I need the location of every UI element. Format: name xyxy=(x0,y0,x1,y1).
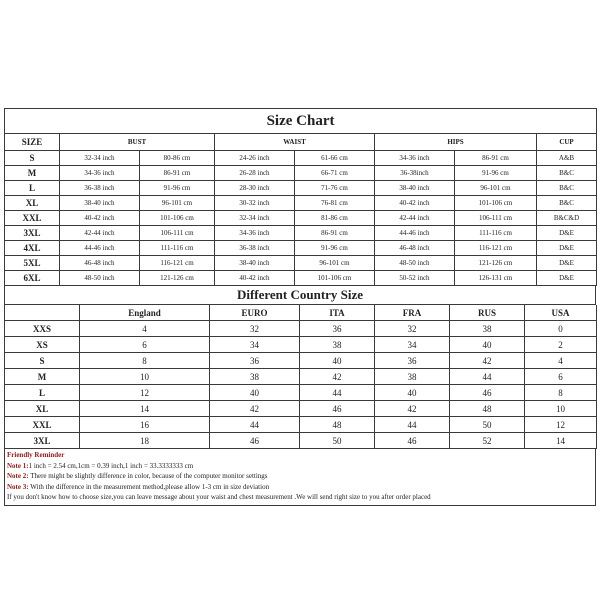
size-header: SIZE xyxy=(5,134,60,151)
cup-cell: B&C xyxy=(537,181,597,196)
size-row xyxy=(5,226,597,241)
country-value-cell: 46 xyxy=(300,401,375,417)
country-value-cell: 8 xyxy=(80,353,210,369)
country-value-cell: 38 xyxy=(300,337,375,353)
country-value-cell: 12 xyxy=(80,385,210,401)
country-value-cell: 36 xyxy=(210,353,300,369)
bust-cm-cell: 111-116 cm xyxy=(140,241,215,256)
country-value-cell: 52 xyxy=(450,433,525,449)
country-size-table xyxy=(4,305,597,449)
country-value-cell: 42 xyxy=(375,401,450,417)
waist-in-cell: 32-34 inch xyxy=(215,211,295,226)
country-size-cell: XL xyxy=(5,401,80,417)
country-row xyxy=(5,337,597,353)
size-cell: XXL xyxy=(5,211,60,226)
country-value-cell: 34 xyxy=(210,337,300,353)
country-header-fra: FRA xyxy=(375,305,450,321)
size-chart-sheet xyxy=(4,108,596,506)
size-row xyxy=(5,256,597,271)
cup-cell: D&E xyxy=(537,241,597,256)
country-value-cell: 50 xyxy=(300,433,375,449)
country-row xyxy=(5,385,597,401)
country-size-cell: M xyxy=(5,369,80,385)
country-row xyxy=(5,369,597,385)
country-size-cell: XS xyxy=(5,337,80,353)
cup-cell: D&E xyxy=(537,256,597,271)
note-2-text: There might be slightly difference in color, because of the computer monitor settings xyxy=(30,472,268,480)
waist-cm-cell: 86-91 cm xyxy=(295,226,375,241)
hips-in-cell: 50-52 inch xyxy=(375,271,455,286)
hips-in-cell: 38-40 inch xyxy=(375,181,455,196)
country-value-cell: 44 xyxy=(375,417,450,433)
country-value-cell: 6 xyxy=(525,369,597,385)
country-value-cell: 32 xyxy=(210,321,300,337)
bust-in-cell: 32-34 inch xyxy=(60,151,140,166)
cup-cell: B&C&D xyxy=(537,211,597,226)
country-value-cell: 40 xyxy=(210,385,300,401)
country-value-cell: 4 xyxy=(80,321,210,337)
hips-in-cell: 40-42 inch xyxy=(375,196,455,211)
size-cell: L xyxy=(5,181,60,196)
bust-cm-cell: 121-126 cm xyxy=(140,271,215,286)
size-cell: M xyxy=(5,166,60,181)
country-value-cell: 46 xyxy=(375,433,450,449)
country-header-euro: EURO xyxy=(210,305,300,321)
hips-cm-cell: 106-111 cm xyxy=(455,211,537,226)
bust-cm-cell: 86-91 cm xyxy=(140,166,215,181)
country-size-body xyxy=(5,321,597,449)
hips-in-cell: 36-38inch xyxy=(375,166,455,181)
note-1-text: 1 inch = 2.54 cm,1cm = 0.39 inch,1 inch = 33.3333333 cm xyxy=(28,461,194,470)
hips-cm-cell: 86-91 cm xyxy=(455,151,537,166)
country-value-cell: 40 xyxy=(375,385,450,401)
waist-cm-cell: 91-96 cm xyxy=(295,241,375,256)
hips-in-cell: 48-50 inch xyxy=(375,256,455,271)
size-chart-table xyxy=(4,108,597,286)
bust-in-cell: 44-46 inch xyxy=(60,241,140,256)
hips-cm-cell: 121-126 cm xyxy=(455,256,537,271)
country-row xyxy=(5,417,597,433)
country-header-blank xyxy=(5,305,80,321)
bust-in-cell: 42-44 inch xyxy=(60,226,140,241)
waist-in-cell: 40-42 inch xyxy=(215,271,295,286)
hips-cm-cell: 96-101 cm xyxy=(455,181,537,196)
country-size-cell: XXL xyxy=(5,417,80,433)
country-value-cell: 34 xyxy=(375,337,450,353)
note-3 xyxy=(7,482,593,493)
notes-section xyxy=(4,449,596,506)
waist-cm-cell: 66-71 cm xyxy=(295,166,375,181)
bust-cm-cell: 101-106 cm xyxy=(140,211,215,226)
size-row xyxy=(5,196,597,211)
country-value-cell: 32 xyxy=(375,321,450,337)
footer-note: If you don't know how to choose size,you can leave message about your waist and chest measurement .We will send right size to you after order placed xyxy=(7,493,431,501)
hips-in-cell: 42-44 inch xyxy=(375,211,455,226)
size-row xyxy=(5,151,597,166)
country-value-cell: 10 xyxy=(80,369,210,385)
country-size-cell: XXS xyxy=(5,321,80,337)
hips-in-cell: 34-36 inch xyxy=(375,151,455,166)
country-size-cell: L xyxy=(5,385,80,401)
bust-in-cell: 46-48 inch xyxy=(60,256,140,271)
country-value-cell: 6 xyxy=(80,337,210,353)
country-row xyxy=(5,353,597,369)
note-3-text: With the difference in the measurement method,please allow 1-3 cm in size deviation xyxy=(30,482,270,491)
hips-cm-cell: 101-106 cm xyxy=(455,196,537,211)
country-value-cell: 4 xyxy=(525,353,597,369)
bust-in-cell: 40-42 inch xyxy=(60,211,140,226)
country-value-cell: 46 xyxy=(210,433,300,449)
waist-in-cell: 26-28 inch xyxy=(215,166,295,181)
hips-cm-cell: 116-121 cm xyxy=(455,241,537,256)
country-value-cell: 44 xyxy=(450,369,525,385)
hips-header: HIPS xyxy=(375,134,537,151)
country-value-cell: 14 xyxy=(525,433,597,449)
note-3-label: Note 3: xyxy=(7,482,29,491)
hips-cm-cell: 111-116 cm xyxy=(455,226,537,241)
country-value-cell: 8 xyxy=(525,385,597,401)
size-row xyxy=(5,241,597,256)
bust-cm-cell: 106-111 cm xyxy=(140,226,215,241)
country-value-cell: 38 xyxy=(450,321,525,337)
country-value-cell: 18 xyxy=(80,433,210,449)
bust-in-cell: 38-40 inch xyxy=(60,196,140,211)
country-value-cell: 44 xyxy=(210,417,300,433)
waist-in-cell: 36-38 inch xyxy=(215,241,295,256)
size-cell: XL xyxy=(5,196,60,211)
country-value-cell: 2 xyxy=(525,337,597,353)
country-value-cell: 42 xyxy=(300,369,375,385)
friendly-reminder: Friendly Reminder xyxy=(7,451,65,459)
country-value-cell: 14 xyxy=(80,401,210,417)
note-2 xyxy=(7,471,593,482)
waist-in-cell: 34-36 inch xyxy=(215,226,295,241)
note-2-label: Note 2: xyxy=(7,472,29,480)
bust-in-cell: 48-50 inch xyxy=(60,271,140,286)
size-row xyxy=(5,166,597,181)
bust-cm-cell: 80-86 cm xyxy=(140,151,215,166)
country-header-ita: ITA xyxy=(300,305,375,321)
bust-in-cell: 36-38 inch xyxy=(60,181,140,196)
size-cell: 5XL xyxy=(5,256,60,271)
waist-in-cell: 28-30 inch xyxy=(215,181,295,196)
waist-in-cell: 38-40 inch xyxy=(215,256,295,271)
country-header-usa: USA xyxy=(525,305,597,321)
country-value-cell: 44 xyxy=(300,385,375,401)
bust-cm-cell: 116-121 cm xyxy=(140,256,215,271)
country-header-rus: RUS xyxy=(450,305,525,321)
bust-header: BUST xyxy=(60,134,215,151)
country-size-cell: 3XL xyxy=(5,433,80,449)
country-value-cell: 48 xyxy=(300,417,375,433)
waist-cm-cell: 81-86 cm xyxy=(295,211,375,226)
country-value-cell: 16 xyxy=(80,417,210,433)
hips-in-cell: 46-48 inch xyxy=(375,241,455,256)
cup-cell: A&B xyxy=(537,151,597,166)
size-row xyxy=(5,271,597,286)
country-value-cell: 48 xyxy=(450,401,525,417)
cup-cell: D&E xyxy=(537,226,597,241)
hips-cm-cell: 126-131 cm xyxy=(455,271,537,286)
waist-cm-cell: 61-66 cm xyxy=(295,151,375,166)
country-value-cell: 50 xyxy=(450,417,525,433)
country-value-cell: 38 xyxy=(210,369,300,385)
hips-in-cell: 44-46 inch xyxy=(375,226,455,241)
country-value-cell: 12 xyxy=(525,417,597,433)
size-chart-body xyxy=(5,151,597,286)
country-value-cell: 40 xyxy=(450,337,525,353)
cup-cell: B&C xyxy=(537,166,597,181)
country-row xyxy=(5,401,597,417)
bust-cm-cell: 91-96 cm xyxy=(140,181,215,196)
country-size-cell: S xyxy=(5,353,80,369)
waist-cm-cell: 76-81 cm xyxy=(295,196,375,211)
waist-cm-cell: 96-101 cm xyxy=(295,256,375,271)
waist-in-cell: 24-26 inch xyxy=(215,151,295,166)
note-1-label: Note 1: xyxy=(7,461,29,470)
country-value-cell: 0 xyxy=(525,321,597,337)
size-cell: 3XL xyxy=(5,226,60,241)
country-row xyxy=(5,321,597,337)
country-value-cell: 42 xyxy=(450,353,525,369)
size-cell: S xyxy=(5,151,60,166)
country-size-title: Different Country Size xyxy=(4,286,596,305)
country-value-cell: 36 xyxy=(375,353,450,369)
cup-header: CUP xyxy=(537,134,597,151)
waist-cm-cell: 101-106 cm xyxy=(295,271,375,286)
waist-in-cell: 30-32 inch xyxy=(215,196,295,211)
size-row xyxy=(5,181,597,196)
country-value-cell: 42 xyxy=(210,401,300,417)
size-cell: 4XL xyxy=(5,241,60,256)
size-row xyxy=(5,211,597,226)
country-value-cell: 36 xyxy=(300,321,375,337)
bust-cm-cell: 96-101 cm xyxy=(140,196,215,211)
cup-cell: D&E xyxy=(537,271,597,286)
country-value-cell: 46 xyxy=(450,385,525,401)
country-value-cell: 38 xyxy=(375,369,450,385)
waist-cm-cell: 71-76 cm xyxy=(295,181,375,196)
country-header-england: England xyxy=(80,305,210,321)
size-cell: 6XL xyxy=(5,271,60,286)
cup-cell: B&C xyxy=(537,196,597,211)
size-chart-title: Size Chart xyxy=(5,109,597,134)
waist-header: WAIST xyxy=(215,134,375,151)
country-value-cell: 10 xyxy=(525,401,597,417)
country-value-cell: 40 xyxy=(300,353,375,369)
bust-in-cell: 34-36 inch xyxy=(60,166,140,181)
hips-cm-cell: 91-96 cm xyxy=(455,166,537,181)
note-1 xyxy=(7,461,593,472)
country-row xyxy=(5,433,597,449)
